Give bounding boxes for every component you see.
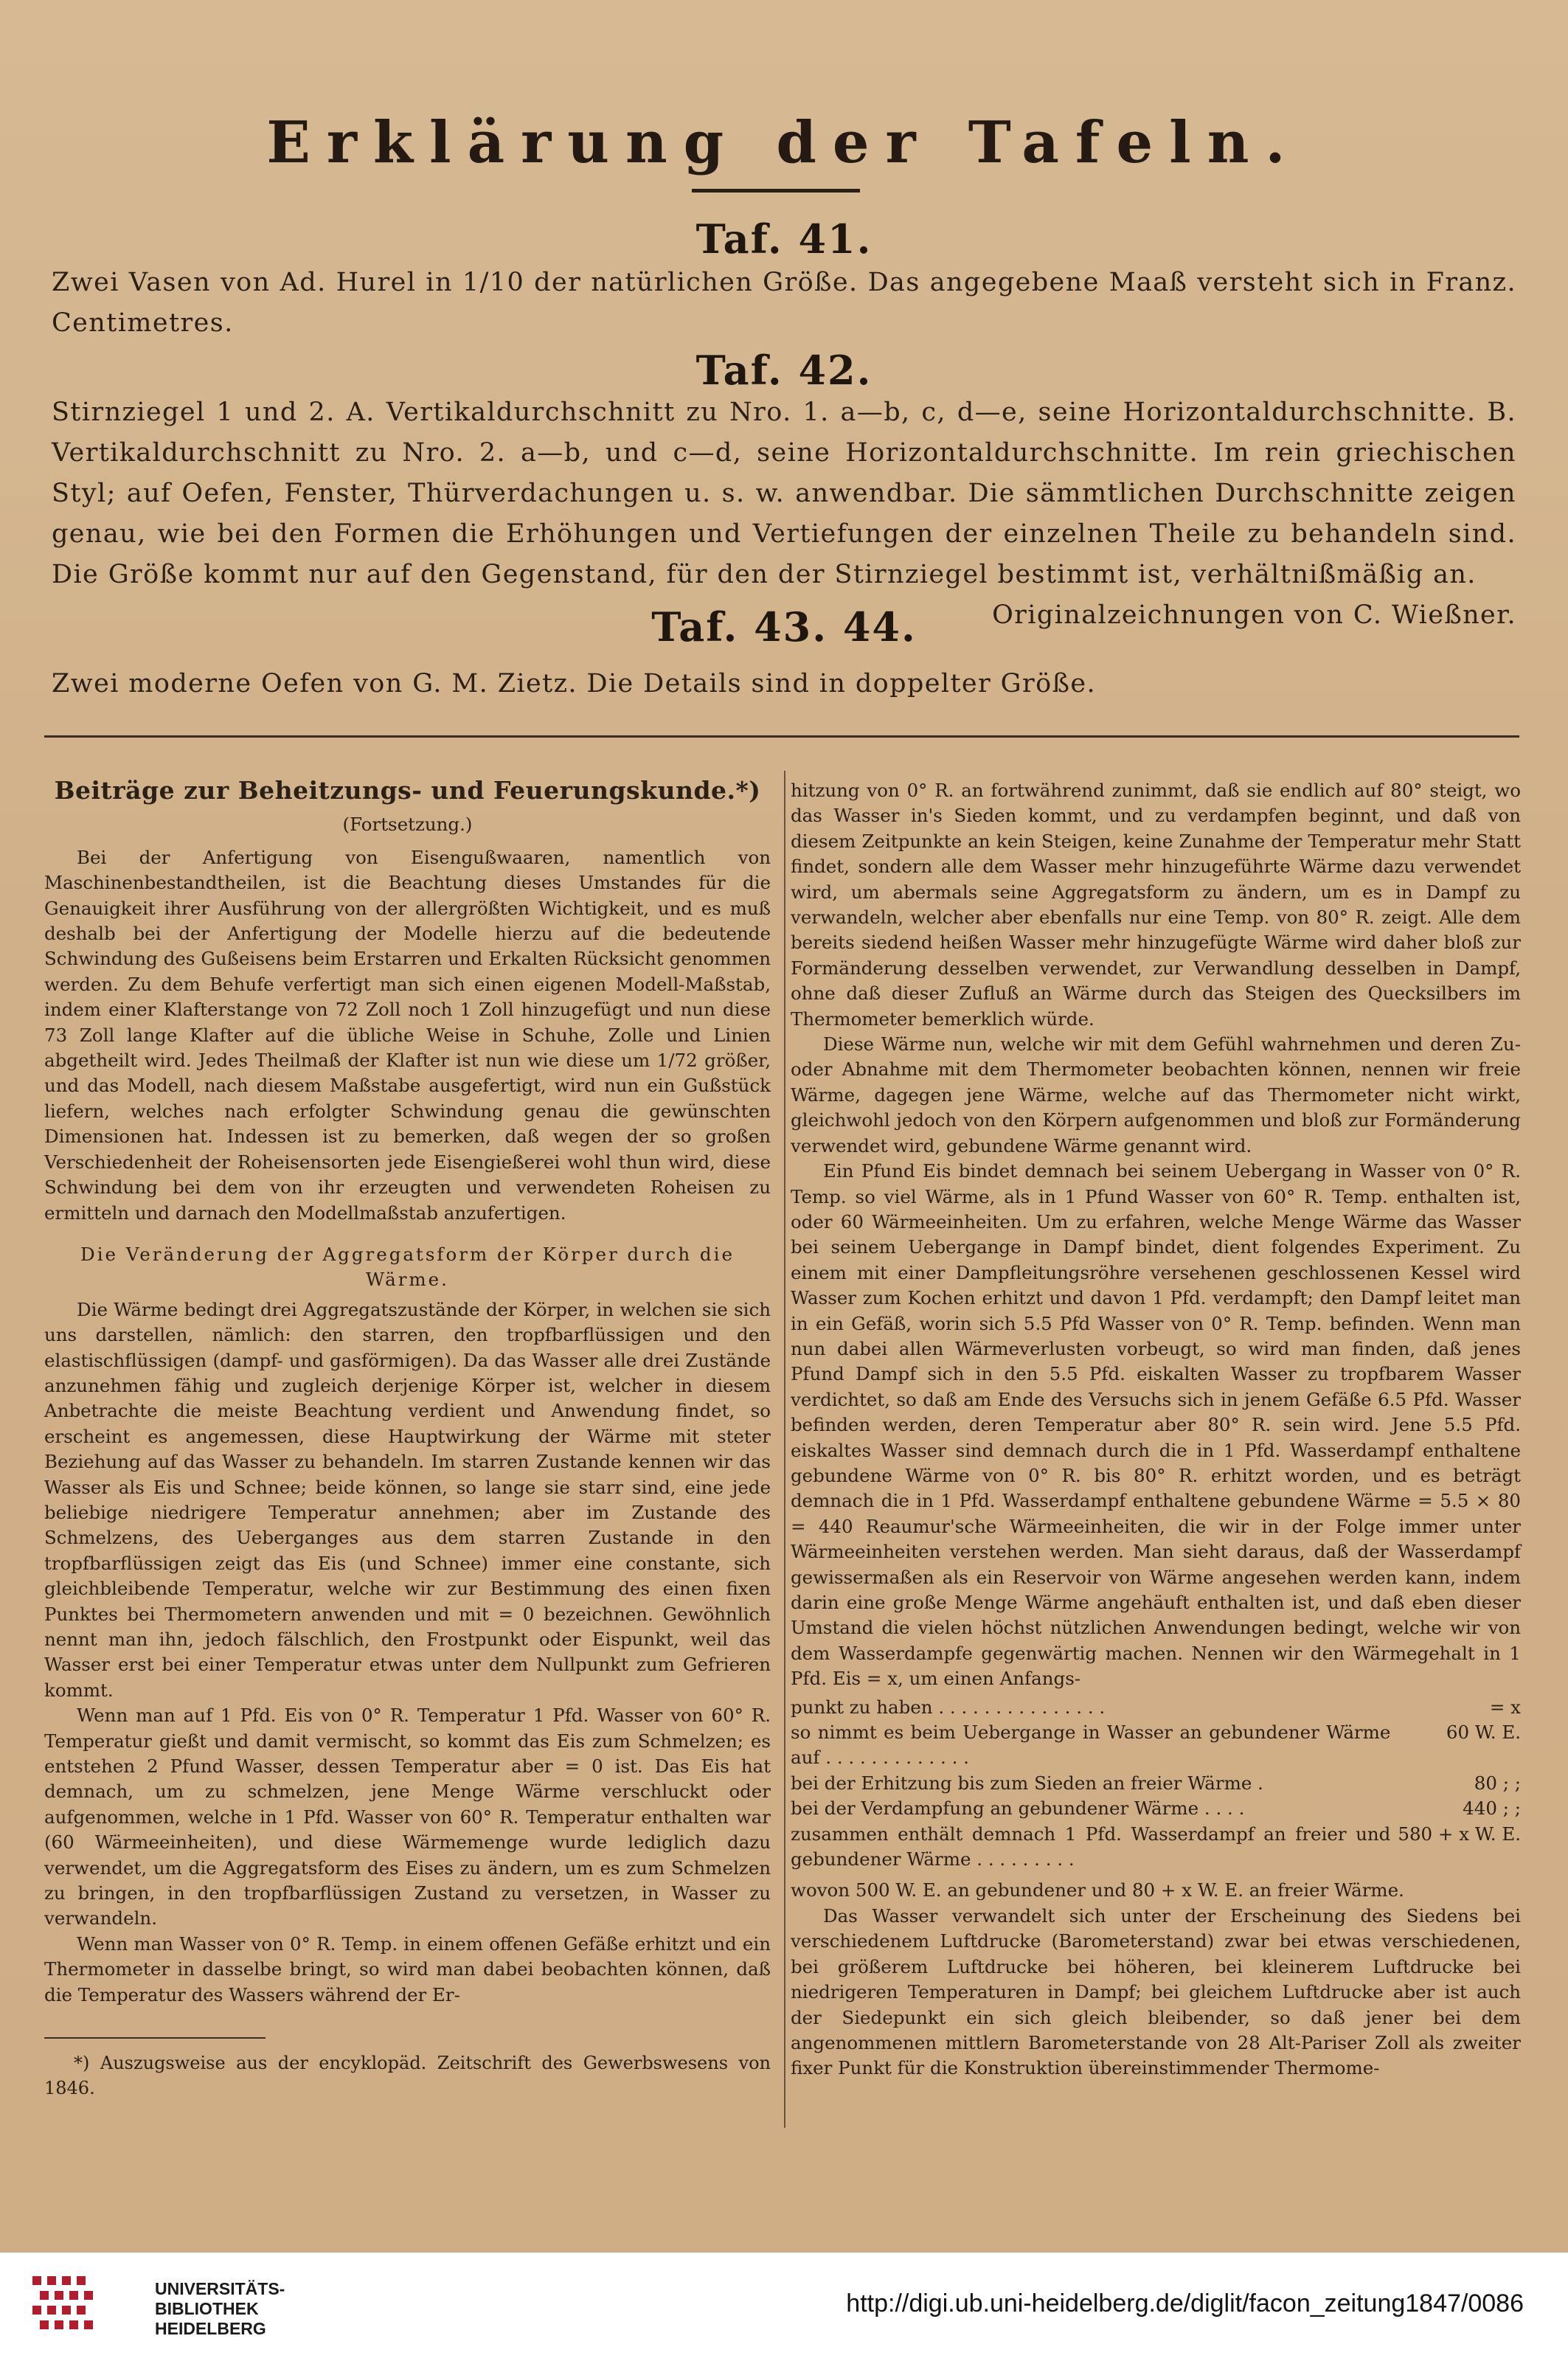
library-line: BIBLIOTHEK: [155, 2299, 259, 2318]
paragraph: Wenn man Wasser von 0° R. Temp. in einem offenen Gefäße erhitzt und ein Thermometer in dasselbe bringt, so wird man dabei beobachten können, daß die Temperatur des Wassers während der Er-: [44, 1932, 771, 2005]
paragraph: wovon 500 W. E. an gebundener und 80 + x W. E. an freier Wärme.: [791, 1879, 1404, 1901]
plate-heading-41: Taf. 41.: [695, 215, 873, 263]
footnote: *) Auszugsweise aus der encyklopäd. Zeitschrift des Gewerbswesens von 1846.: [44, 2053, 771, 2099]
footer-bar: [0, 2253, 1568, 2361]
paragraph: Das Wasser verwandelt sich unter der Erscheinung des Siedens bei verschiedenem Luftdrucke (Barometerstand) zwar bei etwas verschiedenen, bei größerem Luftdrucke bei höheren, bei kleinerem Luftdrucke bei niedrigeren Temperaturen in Dampf; bei gleichem Luftdrucke aber ist auch der Siedepunkt ein sich gleich bleibender, so daß jener bei dem angenommenen mittlern Barometerstande von 28 Alt-Pariser Zoll als zweiter fixer Punkt für die Konstruktion übereinstimmender Thermome-: [791, 1904, 1521, 2079]
calc-row: [791, 1771, 1521, 1796]
page-title: Erklärung der Tafeln.: [266, 109, 1302, 176]
paragraph: Ein Pfund Eis bindet demnach bei seinem Uebergang in Wasser von 0° R. Temp. so viel Wärme, als in 1 Pfund Wasser von 60° R. Temp. enthalten ist, oder 60 Wärmeeinheiten. Um zu erfahren, welche Menge Wärme das Wasser bei seinem Uebergange in Dampf bindet, dient folgendes Experiment. Zu einem mit einer Dampfleitungsröhre versehenen geschlossenen Kessel wird Wasser zum Kochen erhitzt und davon 1 Pfd. verdampft; den Dampf leitet man in ein Gefäß, worin sich 5.5 Pfd Wasser von 0° R. Temp. befinden. Wenn man nun dabei allen Wärmeverlusten vorbeugt, so wird man finden, daß jenes Pfund Dampf sich in den 5.5 Pfd. eiskalten Wasser zu tropfbarem Wasser verdichtet, so daß am Ende des Versuchs sich in jenem Gefäße 6.5 Pfd. Wasser befinden werden, deren Temperatur aber 80° R. sein wird. Jene 5.5 Pfd. eiskaltes Wasser sind demnach durch die in 1 Pfd. Wasserdampf enthaltene gebundene Wärme von 0° R. bis 80° R. erhitzt worden, und es beträgt demnach die in 1 Pfd. Wasserdampf enthaltene gebundene Wärme = 5.5 × 80 = 440 Reaumur'sche Wärmeeinheiten, die wir in der Folge immer unter Wärmeeinheiten verstehen werden. Man sieht daraus, daß der Wasserdampf gewissermaßen als ein Reservoir von Wärme angesehen werden kann, indem darin eine große Menge Wärme angehäuft enthalten ist, und daß eben dieser Umstand die vielen höchst nützlichen Anwendungen bedingt, welche wir von dem Wasserdampfe gegenwärtig machen. Nennen wir den Wärmegehalt in 1 Pfd. Eis = x, um einen Anfangs-: [791, 1160, 1521, 1690]
calc-row: [791, 1796, 1521, 1821]
calc-row: [791, 1720, 1521, 1771]
paragraph: hitzung von 0° R. an fortwährend zunimmt, daß sie endlich auf 80° steigt, wo das Wasser in's Sieden kommt, und zu verdampfen beginnt, und daß von diesem Zeitpunkte an kein Steigen, keine Zunahme der Temperatur mehr Statt findet, sondern alle dem Wasser mehr hinzugeführte Wärme dazu verwendet wird, um abermals seine Aggregatsform zu ändern, um es in Dampf zu verwandeln, welcher aber ebenfalls nur eine Temp. von 80° R. zeigt. Alle dem bereits siedend heißen Wasser mehr hinzugefügte Wärme wird daher bloß zur Formänderung desselben verwendet, zur Verwandlung desselben in Dampf, ohne daß dieser Zufluß an Wärme durch das Steigen des Quecksilbers im Thermometer bemerklich würde.: [791, 780, 1521, 1030]
article-intro: Bei der Anfertigung von Eisengußwaaren, namentlich von Maschinenbestandtheilen, ist die Beachtung dieses Umstandes für die Genauigkeit ihrer Ausführung von der allergrößten Wichtigkeit, und es muß deshalb bei der Anfertigung der Modelle hierzu auf die bedeutende Schwindung des Gußeisens beim Erstarren und Erkalten Rücksicht genommen werden. Zu dem Behufe verfertigt man sich einen eigenen Modell-Maßstab, indem einer Klafterstange von 72 Zoll noch 1 Zoll hinzugefügt und nun diese 73 Zoll lange Klafter auf die übliche Weise in Schuhe, Zolle und Linien abgetheilt wird. Jedes Theilmaß der Klafter ist nun wie diese um 1/72 größer, und das Modell, nach diesem Maßstabe ausgefertigt, wird nun ein Gußstück liefern, welches nach erfolgter Schwindung genau die gewünschten Dimensionen hat. Indessen ist zu bemerken, daß wegen der so großen Verschiedenheit der Roheisensorten jede Eisengießerei wohl thun wird, diese Schwindung bei dem von ihr erzeugten und verwendeten Roheisen zu ermitteln und darnach den Modellmaßstab anzufertigen.: [44, 846, 771, 1224]
calc-label: bei der Erhitzung bis zum Sieden an freier Wärme .: [791, 1772, 1263, 1794]
university-seal-icon: [27, 2269, 137, 2343]
heat-calculation-table: [791, 1695, 1521, 1873]
article-title: Beiträge zur Beheitzungs- und Feuerungskunde.*): [54, 776, 761, 805]
section-divider: [44, 735, 1519, 738]
right-column: [791, 778, 1521, 2081]
title-divider: [692, 189, 860, 193]
calc-label: bei der Verdampfung an gebundener Wärme . . . .: [791, 1797, 1245, 1820]
calc-value: 580 + x W. E.: [1398, 1823, 1521, 1845]
article-subheading: Die Veränderung der Aggregatsform der Körper durch die Wärme.: [80, 1243, 735, 1291]
article-continuation: (Fortsetzung.): [342, 814, 473, 836]
footnote-divider: [44, 2037, 266, 2039]
plate-heading-42: Taf. 42.: [695, 347, 873, 394]
paragraph: Die Wärme bedingt drei Aggregatszustände der Körper, in welchen sie sich uns darstellen, nämlich: den starren, den tropfbarflüssigen und den elastischflüssigen (dampf- und gasförmigen). Da das Wasser alle drei Zustände anzunehmen fähig und zugleich derjenige Körper ist, welcher in diesem Anbetrachte die meiste Beachtung verdient und Anwendung findet, so erscheint es angemessen, diese Hauptwirkung der Wärme mit steter Beziehung auf das Wasser zu behandeln. Im starren Zustande kennen wir das Wasser als Eis und Schnee; beide können, so lange sie starr sind, eine jede beliebige niedrigere Temperatur annehmen; aber im Zustande des Schmelzens, des Ueberganges aus dem starren Zustande in den tropfbarflüssigen zeigt das Eis (und Schnee) immer eine constante, sich gleichbleibende Temperatur, welche wir zur Bestimmung des einen fixen Punktes bei Thermometern anwenden und mit = 0 bezeichnen. Gewöhnlich nennt man ihn, jedoch fälschlich, den Frostpunkt oder Eispunkt, weil das Wasser erst bei einer Temperatur etwas unter dem Nullpunkt zum Gefrieren kommt.: [44, 1298, 771, 1701]
plate-42-signature: Originalzeichnungen von C. Wießner.: [992, 600, 1516, 630]
calc-value: 440 ; ;: [1463, 1797, 1521, 1820]
paragraph: Wenn man auf 1 Pfd. Eis von 0° R. Temperatur 1 Pfd. Wasser von 60° R. Temperatur gießt und damit vermischt, so kommt das Eis zum Schmelzen; es entstehen 2 Pfund Wasser, dessen Temperatur aber = 0 ist. Das Eis hat demnach, um zu schmelzen, jene Menge Wärme verschluckt oder aufgenommen, welche in 1 Pfd. Wasser von 60° R. Temperatur enthalten war (60 Wärmeeinheiten), und diese Wärmemenge wurde lediglich dazu verwendet, um die Aggregatsform des Eises zu ändern, um es zum Schmelzen zu bringen, in den tropfbarflüssigen Zustand zu versetzen, in Wasser zu verwandeln.: [44, 1705, 771, 1930]
calc-row: [791, 1695, 1521, 1720]
plate-description-41: Zwei Vasen von Ad. Hurel in 1/10 der natürlichen Größe. Das angegebene Maaß versteht sich in Franz. Centimetres.: [52, 268, 1516, 338]
library-line: UNIVERSITÄTS-: [155, 2279, 285, 2298]
source-url-link[interactable]: http://digi.ub.uni-heidelberg.de/diglit/facon_zeitung1847/0086: [846, 2289, 1524, 2317]
calc-value: = x: [1489, 1696, 1521, 1718]
left-column: [44, 778, 771, 2101]
calc-label: punkt zu haben . . . . . . . . . . . . . . .: [791, 1696, 1106, 1718]
calc-value: 80 ; ;: [1474, 1772, 1521, 1794]
calc-label: zusammen enthält demnach 1 Pfd. Wasserdampf an freier und gebundener Wärme . . . . . . . . .: [791, 1823, 1391, 1871]
calc-value: 60 W. E.: [1446, 1722, 1521, 1744]
library-line: HEIDELBERG: [155, 2319, 266, 2338]
calc-label: so nimmt es beim Uebergange in Wasser an gebundener Wärme auf . . . . . . . . . . . . .: [791, 1722, 1391, 1769]
library-name: [155, 2279, 285, 2339]
calc-row: [791, 1822, 1521, 1873]
plate-heading-43-44: Taf. 43. 44.: [651, 603, 917, 651]
paragraph: Diese Wärme nun, welche wir mit dem Gefühl wahrnehmen und deren Zu- oder Abnahme mit dem Thermometer beobachten können, nennen wir freie Wärme, dagegen jene Wärme, welche auf das Thermometer nicht wirkt, gleichwohl jedoch von den Körpern aufgenommen und bloß zur Formänderung verwendet wird, gebundene Wärme genannt wird.: [791, 1033, 1521, 1157]
plate-42-text: Stirnziegel 1 und 2. A. Vertikaldurchschnitt zu Nro. 1. a—b, c, d—e, seine Horizontaldurchschnitte. B. Vertikaldurchschnitt zu Nro. 2. a—b, und c—d, seine Horizontaldurchschnitte. Im rein griechischen Styl; auf Oefen, Fenster, Thürverdachungen u. s. w. anwendbar. Die sämmtlichen Durchschnitte zeigen genau, wie bei den Formen die Erhöhungen und Vertiefungen der einzelnen Theile zu behandeln sind. Die Größe kommt nur auf den Gegenstand, für den der Stirnziegel bestimmt ist, verhältnißmäßig an.: [52, 398, 1516, 589]
plate-description-42: [52, 392, 1516, 636]
column-divider: [784, 771, 785, 2128]
plate-description-43-44: Zwei moderne Oefen von G. M. Zietz. Die Details sind in doppelter Größe.: [52, 669, 1097, 698]
